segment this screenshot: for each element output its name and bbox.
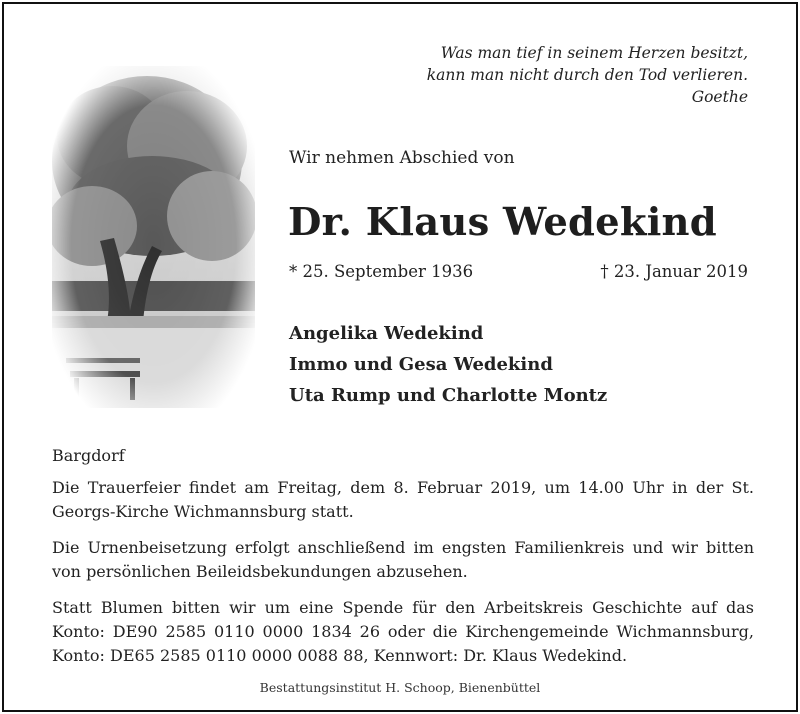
funeral-home-footer: Bestattungsinstitut H. Schoop, Bienenbüttel: [259, 680, 541, 695]
place-name: Bargdorf: [52, 446, 125, 465]
obituary-frame: [2, 2, 798, 712]
urn-burial-paragraph: Die Urnenbeisetzung erfolgt anschließend im engsten Familienkreis und wir bitten von persönlichen Beileidsbekundungen abzusehen.: [52, 538, 754, 581]
birth-date: * 25. September 1936: [289, 262, 474, 281]
quote-line-2: kann man nicht durch den Tod verlieren.: [426, 66, 748, 84]
mourner-name: Angelika Wedekind: [289, 323, 484, 344]
death-date: † 23. Januar 2019: [600, 262, 748, 281]
quote-author: Goethe: [691, 88, 748, 106]
intro-text: Wir nehmen Abschied von: [289, 148, 515, 168]
quote-block: [427, 42, 748, 108]
quote-line-1: Was man tief in seinem Herzen besitzt,: [440, 44, 748, 62]
mourner-name: Immo und Gesa Wedekind: [289, 354, 553, 375]
donation-paragraph: Statt Blumen bitten wir um eine Spende für den Arbeitskreis Geschichte auf das Konto: DE90 2585 0110 0000 1834 26 oder die Kirchengemeinde Wichmannsburg, Konto: DE65 2585 0110 0000 0088 88, Kennwort: Dr. Klaus Wedekind.: [52, 598, 754, 665]
mourners-list: [289, 318, 607, 411]
tree-photo-icon: [52, 66, 255, 408]
deceased-name: Dr. Klaus Wedekind: [288, 200, 717, 245]
funeral-service-paragraph: Die Trauerfeier findet am Freitag, dem 8. Februar 2019, um 14.00 Uhr in der St. Georgs-Kirche Wichmannsburg statt.: [52, 478, 754, 521]
mourner-name: Uta Rump und Charlotte Montz: [289, 385, 608, 406]
